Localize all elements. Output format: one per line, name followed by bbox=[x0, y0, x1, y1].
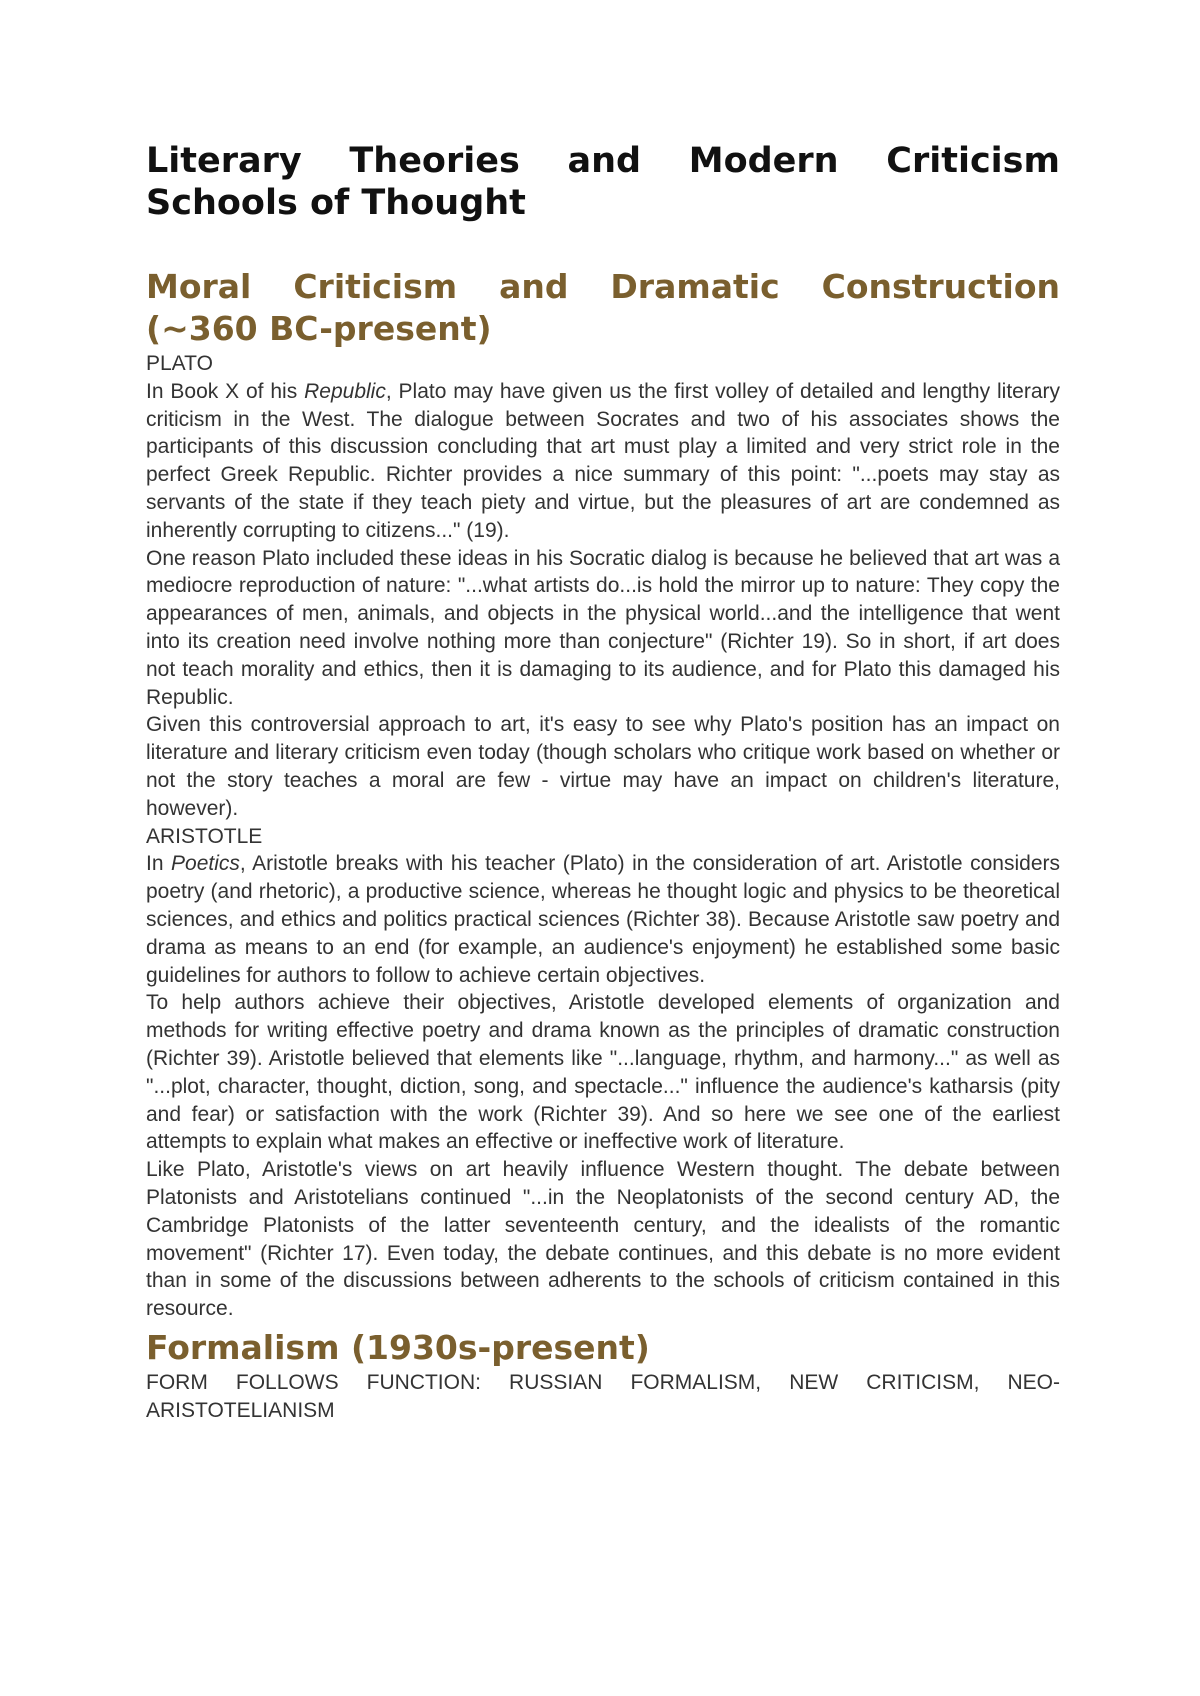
paragraph-plato-republic bbox=[146, 378, 1060, 545]
section-heading-moral-criticism: Moral Criticism and Dramatic Construction (~360 BC-present) bbox=[146, 267, 1060, 348]
paragraph-plato-nature: One reason Plato included these ideas in his Socratic dialog is because he believed that art was a mediocre reproduction of nature: "...what artists do...is hold the mirror up to nature: They copy the appearances of men, animals, and objects in the physical world...and the intelligence that went into its creation need involve nothing more than conjecture" (Richter 19). So in short, if art does not teach morality and ethics, then it is damaging to its audience, and for Plato this damaged his Republic. bbox=[146, 546, 1060, 709]
document-title: Literary Theories and Modern Criticism Schools of Thought bbox=[146, 141, 1060, 223]
formalism-subtitle: FORM FOLLOWS FUNCTION: RUSSIAN FORMALISM, NEW CRITICISM, NEO-ARISTOTELIANISM bbox=[146, 1370, 1060, 1422]
paragraph-text: In bbox=[146, 852, 172, 876]
book-title-republic: Republic bbox=[304, 379, 386, 403]
paragraph-text: In Book X of his bbox=[146, 379, 305, 403]
paragraph-aristotle-poetics bbox=[146, 850, 1060, 989]
book-title-poetics: Poetics bbox=[171, 852, 240, 876]
paragraph-aristotle-construction: To help authors achieve their objectives, Aristotle developed elements of organization and methods for writing effective poetry and drama known as the principles of dramatic construction (Richter 39). Aristotle believed that elements like "...language, rhythm, and harmony..." as well as "...plot, character, thought, diction, song, and spectacle..." influence the audience's katharsis (pity and fear) or satisfaction with the work (Richter 39). And so here we see one of the earliest attempts to explain what makes an effective or ineffective work of literature. bbox=[146, 991, 1060, 1154]
document-page bbox=[146, 140, 1060, 1424]
paragraph-text: , Aristotle breaks with his teacher (Plato) in the consideration of art. Aristotle considers poetry (and rhetoric), a productive science, whereas he thought logic and physics to be theoretical sciences, and ethics and politics practical sciences (Richter 38). Because Aristotle saw poetry and drama as means to an end (for example, an audience's enjoyment) he established some basic guidelines for authors to follow to achieve certain objectives. bbox=[146, 852, 1060, 987]
paragraph-platonists-debate: Like Plato, Aristotle's views on art heavily influence Western thought. The debate between Platonists and Aristotelians continued "...in the Neoplatonists of the second century AD, the Cambridge Platonists of the latter seventeenth century, and the idealists of the romantic movement" (Richter 17). Even today, the debate continues, and this debate is no more evident than in some of the discussions between adherents to the schools of criticism contained in this resource. bbox=[146, 1158, 1060, 1321]
subheading-plato: PLATO bbox=[146, 352, 213, 375]
section-heading-formalism: Formalism (1930s-present) bbox=[146, 1327, 650, 1367]
subheading-aristotle: ARISTOTLE bbox=[146, 824, 263, 848]
paragraph-plato-impact: Given this controversial approach to art, it's easy to see why Plato's position has an impact on literature and literary criticism even today (though scholars who critique work based on whether or not the story teaches a moral are few - virtue may have an impact on children's literature, however). bbox=[146, 713, 1060, 820]
paragraph-text: , Plato may have given us the first volley of detailed and lengthy literary criticism in the West. The dialogue between Socrates and two of his associates shows the participants of this discussion concluding that art must play a limited and very strict role in the perfect Greek Republic. Richter provides a nice summary of this point: "...poets may stay as servants of the state if they teach piety and virtue, but the pleasures of art are condemned as inherently corrupting to citizens..." (19). bbox=[146, 379, 1060, 542]
